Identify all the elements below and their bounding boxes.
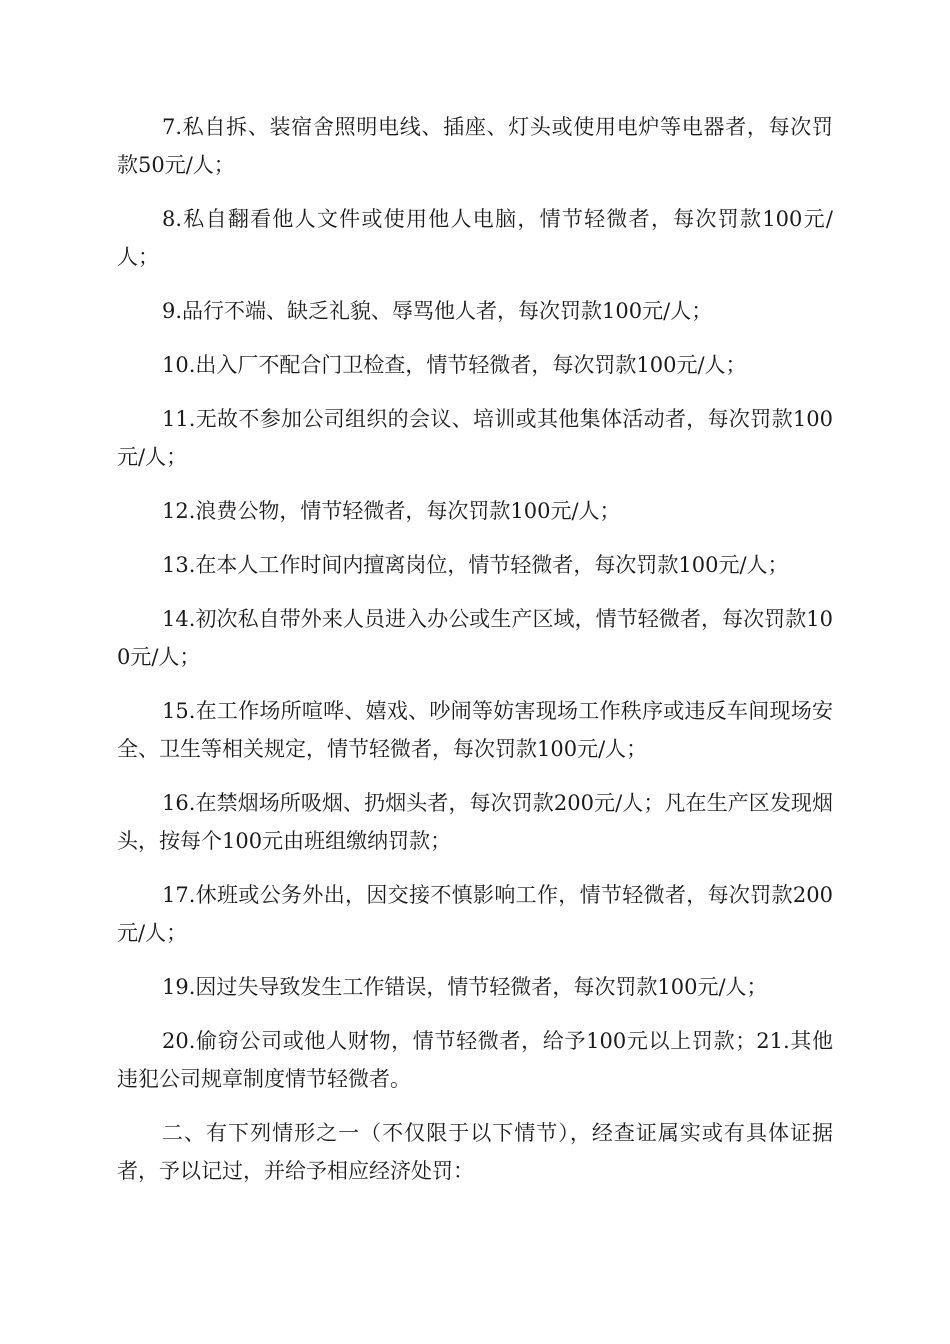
- paragraph-item-10: 10.出入厂不配合门卫检查，情节轻微者，每次罚款100元/人；: [162, 353, 747, 377]
- document-body: [117, 108, 833, 1206]
- paragraph-item-19: 19.因过失导致发生工作错误，情节轻微者，每次罚款100元/人；: [162, 975, 768, 999]
- paragraph-item-9: 9.品行不端、缺乏礼貌、辱骂他人者，每次罚款100元/人；: [162, 299, 713, 323]
- paragraph-item-13: 13.在本人工作时间内擅离岗位，情节轻微者，每次罚款100元/人；: [162, 553, 789, 577]
- paragraph-item-11: 11.无故不参加公司组织的会议、培训或其他集体活动者，每次罚款100元/人；: [117, 407, 833, 469]
- paragraph-item-14: 14.初次私自带外来人员进入办公或生产区域，情节轻微者，每次罚款100元/人；: [117, 607, 833, 669]
- paragraph-item-8: 8.私自翻看他人文件或使用他人电脑，情节轻微者，每次罚款100元/人；: [117, 207, 833, 269]
- paragraph-item-20-21: 20.偷窃公司或他人财物，情节轻微者，给予100元以上罚款；21.其他违犯公司规章制度情节轻微者。: [117, 1029, 833, 1091]
- paragraph-item-17: 17.休班或公务外出，因交接不慎影响工作，情节轻微者，每次罚款200元/人；: [117, 883, 833, 945]
- paragraph-item-7: 7.私自拆、装宿舍照明电线、插座、灯头或使用电炉等电器者，每次罚款50元/人；: [117, 115, 833, 177]
- paragraph-item-12: 12.浪费公物，情节轻微者，每次罚款100元/人；: [162, 499, 621, 523]
- section-heading-two: 二、有下列情形之一（不仅限于以下情节），经查证属实或有具体证据者，予以记过，并给予相应经济处罚：: [117, 1121, 833, 1183]
- paragraph-item-15: 15.在工作场所喧哗、嬉戏、吵闹等妨害现场工作秩序或违反车间现场安全、卫生等相关规定，情节轻微者，每次罚款100元/人；: [117, 699, 833, 761]
- paragraph-item-16: 16.在禁烟场所吸烟、扔烟头者，每次罚款200元/人；凡在生产区发现烟头，按每个100元由班组缴纳罚款；: [117, 791, 833, 853]
